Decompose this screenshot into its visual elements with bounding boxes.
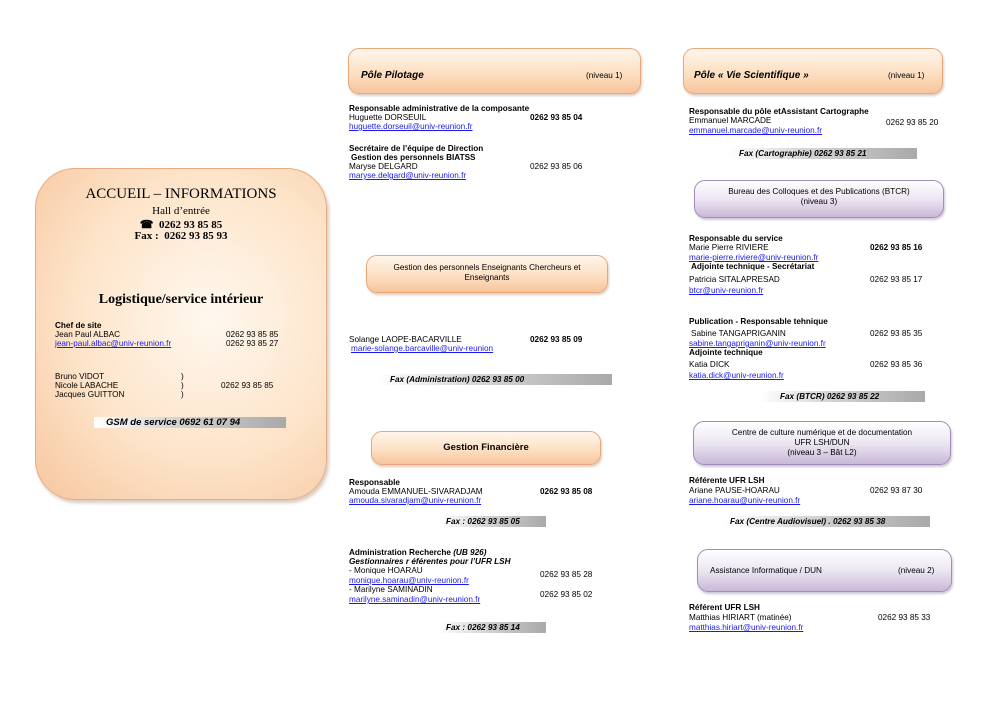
pilotage-resp-email-link[interactable]: huguette.dorseuil@univ-reunion.fr bbox=[349, 122, 473, 131]
btcr-serv-label: Responsable du service bbox=[689, 234, 783, 243]
accueil-phone: 0262 93 85 85 bbox=[158, 219, 223, 231]
gestion-financiere-title: Gestion Financière bbox=[443, 442, 529, 453]
ccn-title: Centre de culture numérique et de documentation bbox=[731, 428, 913, 437]
rech-phone-2: 0262 93 85 02 bbox=[540, 590, 593, 599]
rech-name-1: - Monique HOARAU bbox=[349, 566, 423, 575]
pole-vie-scientifique-header bbox=[683, 48, 943, 94]
ai-email-link[interactable]: matthias.hiriart@univ-reunion.fr bbox=[689, 623, 804, 632]
bracket: ) bbox=[181, 390, 184, 399]
pole-pilotage-level: (niveau 1) bbox=[586, 71, 623, 80]
phone-icon: ☎ bbox=[139, 219, 159, 231]
staff-phone: 0262 93 85 85 bbox=[221, 381, 274, 390]
chef-phone-2: 0262 93 85 27 bbox=[226, 339, 279, 348]
adj2-phone: 0262 93 85 36 bbox=[870, 360, 923, 369]
accueil-fax-line bbox=[36, 230, 326, 242]
fin-label: Responsable bbox=[349, 478, 400, 487]
fax-btcr: Fax (BTCR) 0262 93 85 22 bbox=[760, 391, 925, 402]
logistique-title: Logistique/service intérieur bbox=[98, 292, 264, 307]
fin-name: Amouda EMMANUEL-SIVARADJAM bbox=[349, 487, 483, 496]
fax-centre-audiovisuel: Fax (Centre Audiovisuel) . 0262 93 85 38 bbox=[724, 516, 930, 527]
accueil-title: ACCUEIL – INFORMATIONS bbox=[85, 186, 277, 202]
gestion-personnels-box bbox=[366, 255, 608, 293]
ref-label: Référente UFR LSH bbox=[689, 476, 765, 485]
vie-resp-name: Emmanuel MARCADE bbox=[689, 116, 772, 125]
fin-email-link[interactable]: amouda.sivaradjam@univ-reunion.fr bbox=[349, 496, 482, 505]
adj2-email-link[interactable]: katia.dick@univ-reunion.fr bbox=[689, 371, 784, 380]
gestion-email-link[interactable]: marie-solange.barcaville@univ-reunion bbox=[351, 344, 494, 353]
fax-cartographie: Fax (Cartographie) 0262 93 85 21 bbox=[727, 148, 917, 159]
btcr-adj-name: Patricia SITALAPRESAD bbox=[689, 275, 780, 284]
pilotage-sec-phone: 0262 93 85 06 bbox=[530, 162, 583, 171]
ai-phone: 0262 93 85 33 bbox=[878, 613, 931, 622]
bracket: ) bbox=[181, 381, 184, 390]
pilotage-resp-phone: 0262 93 85 04 bbox=[530, 113, 583, 122]
pole-pilotage-title: Pôle Pilotage bbox=[361, 70, 424, 81]
gsm-service: GSM de service 0692 61 07 94 bbox=[94, 417, 286, 428]
ccn-level: (niveau 3 – Bât L2) bbox=[787, 448, 857, 457]
pilotage-sec-name: Maryse DELGARD bbox=[349, 162, 418, 171]
chef-phone-1: 0262 93 85 85 bbox=[226, 330, 279, 339]
ai-level: (niveau 2) bbox=[898, 566, 935, 575]
pilotage-resp-label: Responsable administrative de la composante bbox=[349, 104, 530, 113]
btcr-box bbox=[694, 180, 944, 218]
accueil-box bbox=[35, 168, 327, 500]
rech-phone-1: 0262 93 85 28 bbox=[540, 570, 593, 579]
ccn-box bbox=[693, 421, 951, 465]
pole-pilotage-header bbox=[348, 48, 641, 94]
pole-vie-title: Pôle « Vie Scientifique » bbox=[694, 70, 809, 81]
chef-label: Chef de site bbox=[55, 321, 102, 330]
pilotage-sec-sublabel: Gestion des personnels BIATSS bbox=[351, 153, 476, 162]
btcr-serv-email-link[interactable]: marie-pierre.riviere@univ-reunion.fr bbox=[689, 253, 819, 262]
pilotage-resp-name: Huguette DORSEUIL bbox=[349, 113, 427, 122]
fin-fax: Fax : 0262 93 85 05 bbox=[440, 516, 546, 527]
fax-administration: Fax (Administration) 0262 93 85 00 bbox=[378, 374, 612, 385]
rech-fax: Fax : 0262 93 85 14 bbox=[440, 622, 546, 633]
staff-name: Bruno VIDOT bbox=[55, 372, 105, 381]
pub-label: Publication - Responsable tehnique bbox=[689, 317, 828, 326]
rech-name-2: - Marilyne SAMINADIN bbox=[349, 585, 433, 594]
fin-phone: 0262 93 85 08 bbox=[540, 487, 593, 496]
vie-resp-phone: 0262 93 85 20 bbox=[886, 118, 939, 127]
btcr-adj-phone: 0262 93 85 17 bbox=[870, 275, 923, 284]
ai-name: Matthias HIRIART (matinée) bbox=[689, 613, 792, 622]
gestion-financiere-box bbox=[371, 431, 601, 465]
rech-email-2-link[interactable]: marilyne.saminadin@univ-reunion.fr bbox=[349, 595, 481, 604]
adj2-label: Adjointe technique bbox=[689, 348, 763, 357]
vie-resp-label: Responsable du pôle etAssistant Cartographe bbox=[689, 107, 869, 116]
pilotage-sec-email-link[interactable]: maryse.delgard@univ-reunion.fr bbox=[349, 171, 467, 180]
assistance-informatique-box bbox=[697, 549, 952, 592]
gestion-name: Solange LAOPE-BACARVILLE bbox=[349, 335, 462, 344]
btcr-serv-name: Marie Pierre RIVIERE bbox=[689, 243, 769, 252]
rech-label: Administration Recherche bbox=[349, 548, 451, 557]
rech-ub: (UB 926) bbox=[453, 548, 487, 557]
pub-phone: 0262 93 85 35 bbox=[870, 329, 923, 338]
rech-email-1-link[interactable]: monique.hoarau@univ-reunion.fr bbox=[349, 576, 469, 585]
gestion-phone: 0262 93 85 09 bbox=[530, 335, 583, 344]
ai-title: Assistance Informatique / DUN bbox=[710, 566, 822, 575]
rech-gestionnaires: Gestionnaires r éférentes pour l’UFR LSH bbox=[349, 557, 511, 566]
btcr-serv-phone: 0262 93 85 16 bbox=[870, 243, 923, 252]
pub-email-link[interactable]: sabine.tangapriganin@univ-reunion.fr bbox=[689, 339, 826, 348]
ai-label: Référent UFR LSH bbox=[689, 603, 760, 612]
gestion-personnels-title: Gestion des personnels Enseignants Chercheurs et Enseignants bbox=[393, 263, 581, 282]
btcr-adj-label: Adjointe technique - Secrétariat bbox=[691, 262, 815, 271]
chef-name: Jean Paul ALBAC bbox=[55, 330, 121, 339]
ref-email-link[interactable]: ariane.hoarau@univ-reunion.fr bbox=[689, 496, 801, 505]
accueil-fax: 0262 93 85 93 bbox=[164, 230, 228, 242]
btcr-adj-email-link[interactable]: btcr@univ-reunion.fr bbox=[689, 286, 764, 295]
btcr-title: Bureau des Colloques et des Publications (BTCR) bbox=[728, 187, 910, 196]
ref-phone: 0262 93 87 30 bbox=[870, 486, 923, 495]
pub-name: Sabine TANGAPRIGANIN bbox=[691, 329, 786, 338]
vie-resp-email-link[interactable]: emmanuel.marcade@univ-reunion.fr bbox=[689, 126, 823, 135]
ref-name: Ariane PAUSE-HOARAU bbox=[689, 486, 780, 495]
accueil-hall: Hall d’entrée bbox=[152, 205, 210, 217]
staff-name: Jacques GUITTON bbox=[55, 390, 125, 399]
chef-email-link[interactable]: jean-paul.albac@univ-reunion.fr bbox=[55, 339, 172, 348]
pole-vie-level: (niveau 1) bbox=[888, 71, 925, 80]
adj2-name: Katia DICK bbox=[689, 360, 730, 369]
accueil-fax-label: Fax : bbox=[134, 230, 159, 242]
pilotage-sec-label: Secrétaire de l’équipe de Direction bbox=[349, 144, 484, 153]
ccn-ufr: UFR LSH/DUN bbox=[794, 438, 850, 447]
staff-name: Nicole LABACHE bbox=[55, 381, 119, 390]
btcr-level: (niveau 3) bbox=[800, 197, 838, 206]
bracket: ) bbox=[181, 372, 184, 381]
